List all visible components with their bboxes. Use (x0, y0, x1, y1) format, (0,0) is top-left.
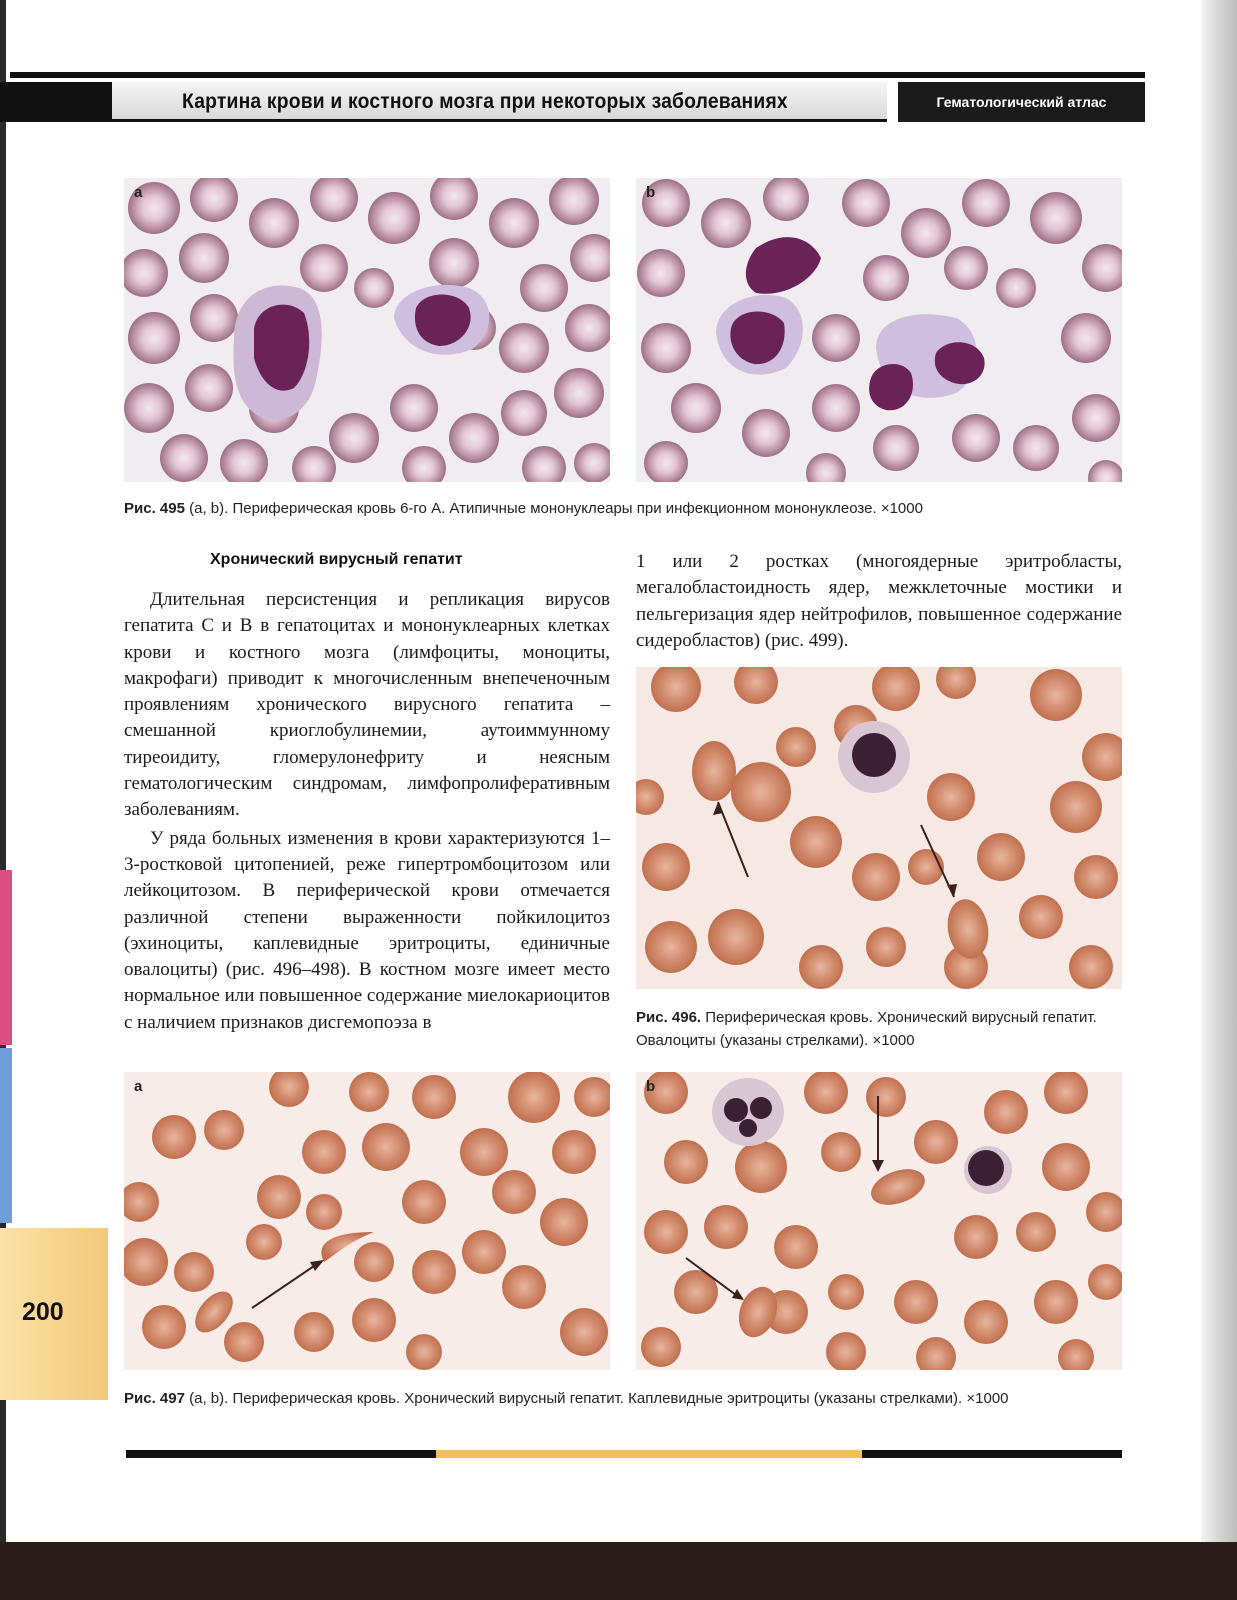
micrograph-495b-image (636, 178, 1122, 482)
paragraph-2: У ряда больных изменения в крови характеризуются 1–3-ростковой цитопенией, реже гипертромбоцитозом или лейкоцитозом. В периферической крови отмечается различной степени выраженности пойкилоцитоз (эхиноциты, каплевидные эритроциты, единичные овалоциты) (рис. 496–498). В костном мозге имеет место нормальное или повышенное содержание миелокариоцитов с наличием признаков дисгемопоэза в (124, 827, 610, 1033)
micrograph-496 (636, 667, 1122, 989)
footer-rule-black-right (862, 1450, 1122, 1458)
caption-fig496 (636, 1006, 1122, 1052)
header-title-bar (112, 82, 887, 122)
micrograph-497a-image (124, 1072, 610, 1370)
caption-fig497-text: (a, b). Периферическая кровь. Хронический вирусный гепатит. Каплевидные эритроциты (указаны стрелками). ×1000 (184, 1390, 1009, 1407)
micrograph-497a (124, 1072, 610, 1370)
caption-fig495-label: Рис. 495 (124, 500, 185, 517)
footer-rule (126, 1450, 1122, 1458)
side-tab-pink (0, 870, 12, 1045)
footer-rule-gold (436, 1450, 862, 1458)
micrograph-495b (636, 178, 1122, 482)
right-paragraph: 1 или 2 ростках (многоядерные эритробласты, мегалобластоидность ядер, межклеточные мостики и пельгеризация ядер нейтрофилов, повышенное содержание сидеробластов) (рис. 499). (636, 551, 1122, 651)
scan-edge-right (1201, 0, 1237, 1600)
panel-letter-a: a (134, 184, 143, 201)
micrograph-495a-image (124, 178, 610, 482)
footer-rule-black-left (126, 1450, 436, 1458)
scan-edge-bottom (0, 1542, 1237, 1600)
caption-fig496-text: Периферическая кровь. Хронический вирусный гепатит. Овалоциты (указаны стрелками). ×1000 (636, 1009, 1097, 1049)
caption-fig495-text: (a, b). Периферическая кровь 6-го А. Атипичные мононуклеары при инфекционном мононуклеозе. ×1000 (184, 500, 923, 517)
caption-fig496-label: Рис. 496. (636, 1009, 702, 1026)
page-number: 200 (22, 1298, 64, 1326)
running-title: Картина крови и костного мозга при некоторых заболеваниях (182, 90, 788, 113)
side-tab-blue (0, 1048, 12, 1223)
micrograph-497b-image (636, 1072, 1122, 1370)
right-column-text (636, 549, 1122, 654)
section-heading: Хронический вирусный гепатит (210, 551, 463, 568)
header-black-block (0, 82, 112, 122)
panel-letter-a: a (134, 1078, 143, 1095)
panel-letter-b: b (646, 184, 656, 201)
caption-fig495 (124, 497, 1124, 520)
micrograph-495a (124, 178, 610, 482)
atlas-label: Гематологический атлас (898, 82, 1145, 122)
left-column-text (124, 587, 610, 1036)
micrograph-496-image (636, 667, 1122, 989)
caption-fig497-label: Рис. 497 (124, 1390, 185, 1407)
header-rule (10, 72, 1145, 78)
page-header (0, 72, 1145, 124)
panel-letter-b: b (646, 1078, 656, 1095)
micrograph-497b (636, 1072, 1122, 1370)
paragraph-1: Длительная персистенция и репликация вирусов гепатита С и В в гепатоцитах и мононуклеарных клетках крови и костного мозга (лимфоциты, моноциты, макрофаги) приводит к многочисленным внепеченочным проявлениям хронического вирусного гепатита – смешанной криоглобулинемии, аутоиммунному тиреоидиту, гломерулонефриту и неясным гематологическим синдромам, лимфопролиферативным заболеваниям. (124, 589, 610, 821)
caption-fig497 (124, 1387, 1134, 1410)
